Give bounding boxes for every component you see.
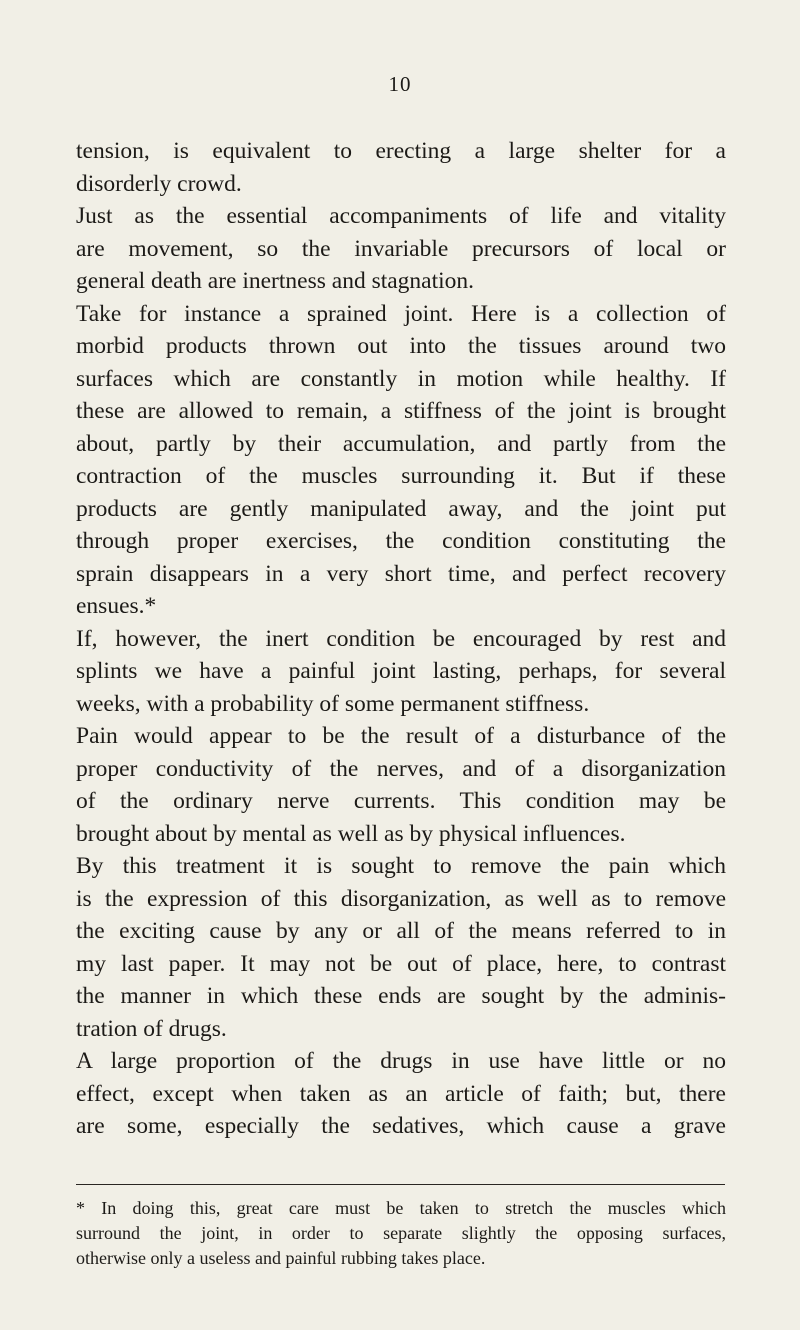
text-line: my last paper. It may not be out of place, here, to contrast — [76, 950, 726, 977]
text-line: A large proportion of the drugs in use have little or no — [76, 1048, 726, 1074]
text-line: these are allowed to remain, a stiffness of the joint is brought — [76, 398, 726, 424]
text-line: morbid products thrown out into the tissues around two — [76, 333, 726, 359]
text-line: is the expression of this disorganization, as well as to remove — [76, 885, 726, 912]
text-line: surfaces which are constantly in motion while healthy. If — [76, 365, 726, 392]
text-line: are movement, so the invariable precursors of local or — [76, 235, 726, 262]
footnote-line: otherwise only a useless and painful rubbing takes place. — [76, 1248, 486, 1268]
paragraph-6 — [76, 850, 726, 1045]
paragraph-5 — [76, 720, 726, 850]
text-line: of the ordinary nerve currents. This condition may be — [76, 788, 726, 814]
text-line: disorderly crowd. — [76, 170, 242, 197]
text-line: ensues.* — [76, 593, 157, 619]
text-line: weeks, with a probability of some permanent stiffness. — [76, 690, 590, 717]
page-number: 10 — [388, 72, 412, 96]
paragraph-4 — [76, 623, 726, 721]
paragraph-2 — [76, 200, 726, 298]
footnote — [76, 1196, 726, 1271]
text-line: contraction of the muscles surrounding it. But if these — [76, 463, 726, 489]
text-line: Just as the essential accompaniments of life and vitality — [76, 203, 726, 229]
text-line: brought about by mental as well as by physical influences. — [76, 820, 626, 847]
text-line: By this treatment it is sought to remove the pain which — [76, 853, 726, 879]
text-line: Take for instance a sprained joint. Here is a collection of — [76, 300, 726, 327]
text-line: about, partly by their accumulation, and partly from the — [76, 430, 726, 457]
footnote-divider — [76, 1184, 725, 1185]
body-text — [76, 135, 726, 1143]
text-line: proper conductivity of the nerves, and of a disorganization — [76, 755, 726, 782]
text-line: Pain would appear to be the result of a disturbance of the — [76, 723, 726, 749]
text-line: tration of drugs. — [76, 1015, 227, 1042]
text-line: splints we have a painful joint lasting, perhaps, for several — [76, 658, 726, 684]
text-line: products are gently manipulated away, and the joint put — [76, 495, 726, 522]
text-line: through proper exercises, the condition constituting the — [76, 528, 726, 554]
footnote-line: * In doing this, great care must be taken to stretch the muscles which — [76, 1198, 726, 1218]
text-line: are some, especially the sedatives, which cause a grave — [76, 1113, 726, 1139]
text-line: effect, except when taken as an article of faith; but, there — [76, 1080, 726, 1107]
text-line: sprain disappears in a very short time, and perfect recovery — [76, 560, 726, 587]
text-line: If, however, the inert condition be encouraged by rest and — [76, 625, 726, 652]
text-line: tension, is equivalent to erecting a large shelter for a — [76, 138, 726, 164]
text-line: general death are inertness and stagnation. — [76, 268, 475, 294]
paragraph-7 — [76, 1045, 726, 1143]
text-line: the exciting cause by any or all of the means referred to in — [76, 918, 726, 944]
footnote-line: surround the joint, in order to separate slightly the opposing surfaces, — [76, 1223, 726, 1243]
text-line: the manner in which these ends are sought by the adminis- — [76, 983, 726, 1009]
paragraph-3 — [76, 298, 726, 623]
paragraph-1 — [76, 135, 726, 200]
